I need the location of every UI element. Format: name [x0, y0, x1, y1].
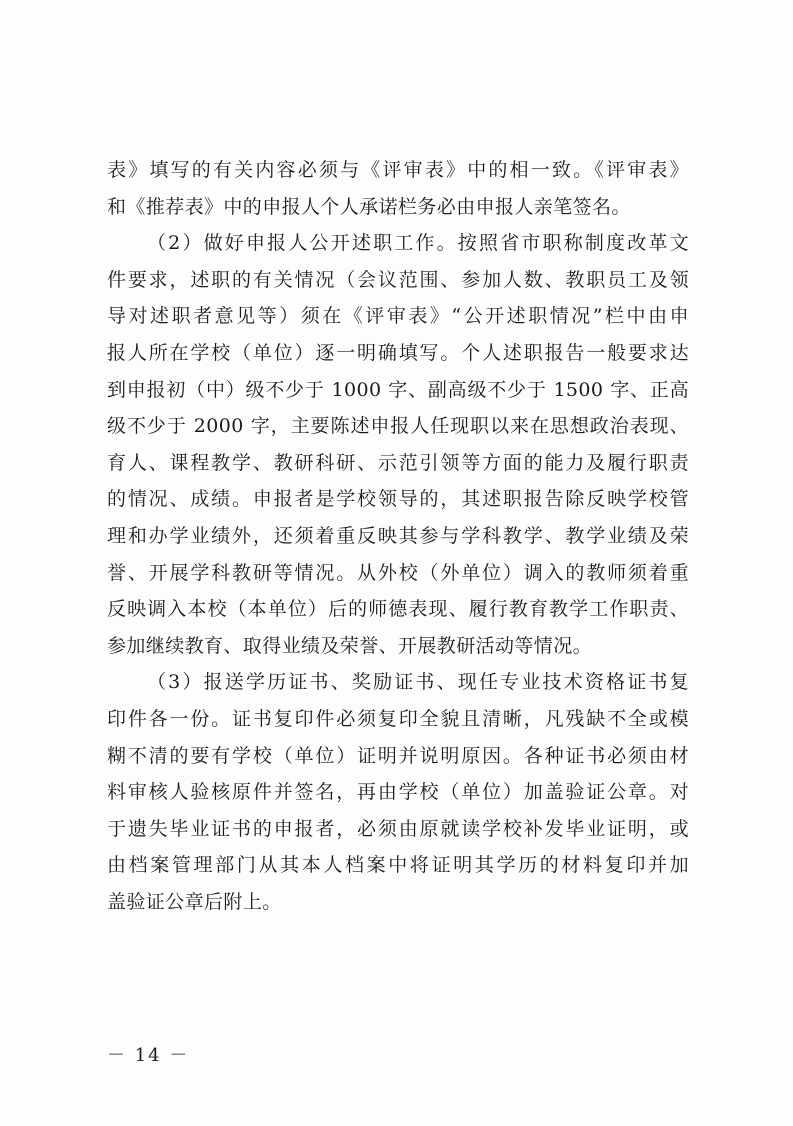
- text-line: 理和办学业绩外，还须着重反映其参与学科教学、教学业绩及荣: [107, 524, 689, 547]
- text-line: 的情况、成绩。申报者是学校领导的，其述职报告除反映学校管: [107, 488, 689, 511]
- text-line: 和《推荐表》中的申报人个人承诺栏务必由申报人亲笔签名。: [107, 195, 631, 218]
- text-line: 件要求，述职的有关情况（会议范围、参加人数、教职员工及领: [107, 268, 689, 291]
- text-line: 誉、开展学科教研等情况。从外校（外单位）调入的教师须着重: [107, 561, 689, 584]
- text-line: 级不少于 2000 字，主要陈述申报人任现职以来在思想政治表现、: [107, 415, 689, 438]
- text-line: 反映调入本校（本单位）后的师德表现、履行教育教学工作职责、: [107, 598, 689, 621]
- text-line: 于遗失毕业证书的申报者，必须由原就读学校补发毕业证明，或: [107, 817, 689, 840]
- paragraph-3-start: （3）报送学历证书、奖励证书、现任专业技术资格证书复: [147, 671, 689, 694]
- paragraph-2-start: （2）做好申报人公开述职工作。按照省市职称制度改革文: [147, 232, 689, 255]
- text-line: 导对述职者意见等）须在《评审表》“公开述职情况”栏中由申: [107, 305, 689, 328]
- text-line: 糊不清的要有学校（单位）证明并说明原因。各种证书必须由材: [107, 744, 689, 767]
- text-line: 由档案管理部门从其本人档案中将证明其学历的材料复印并加: [107, 854, 689, 877]
- text-line: 育人、课程教学、教研科研、示范引领等方面的能力及履行职责: [107, 451, 689, 474]
- text-line: 料审核人验核原件并签名，再由学校（单位）加盖验证公章。对: [107, 781, 689, 804]
- document-body: [107, 152, 689, 920]
- text-line: 盖验证公章后附上。: [107, 890, 282, 913]
- page-number: － 14 －: [107, 1045, 190, 1066]
- text-line: 报人所在学校（单位）逐一明确填写。个人述职报告一般要求达: [107, 341, 689, 364]
- text-line: 表》填写的有关内容必须与《评审表》中的相一致。《评审表》: [107, 159, 689, 181]
- text-line: 参加继续教育、取得业绩及荣誉、开展教研活动等情况。: [107, 634, 593, 657]
- text-line: 印件各一份。证书复印件必须复印全貌且清晰，凡残缺不全或模: [107, 707, 689, 730]
- text-line: 到申报初（中）级不少于 1000 字、副高级不少于 1500 字、正高: [107, 378, 689, 401]
